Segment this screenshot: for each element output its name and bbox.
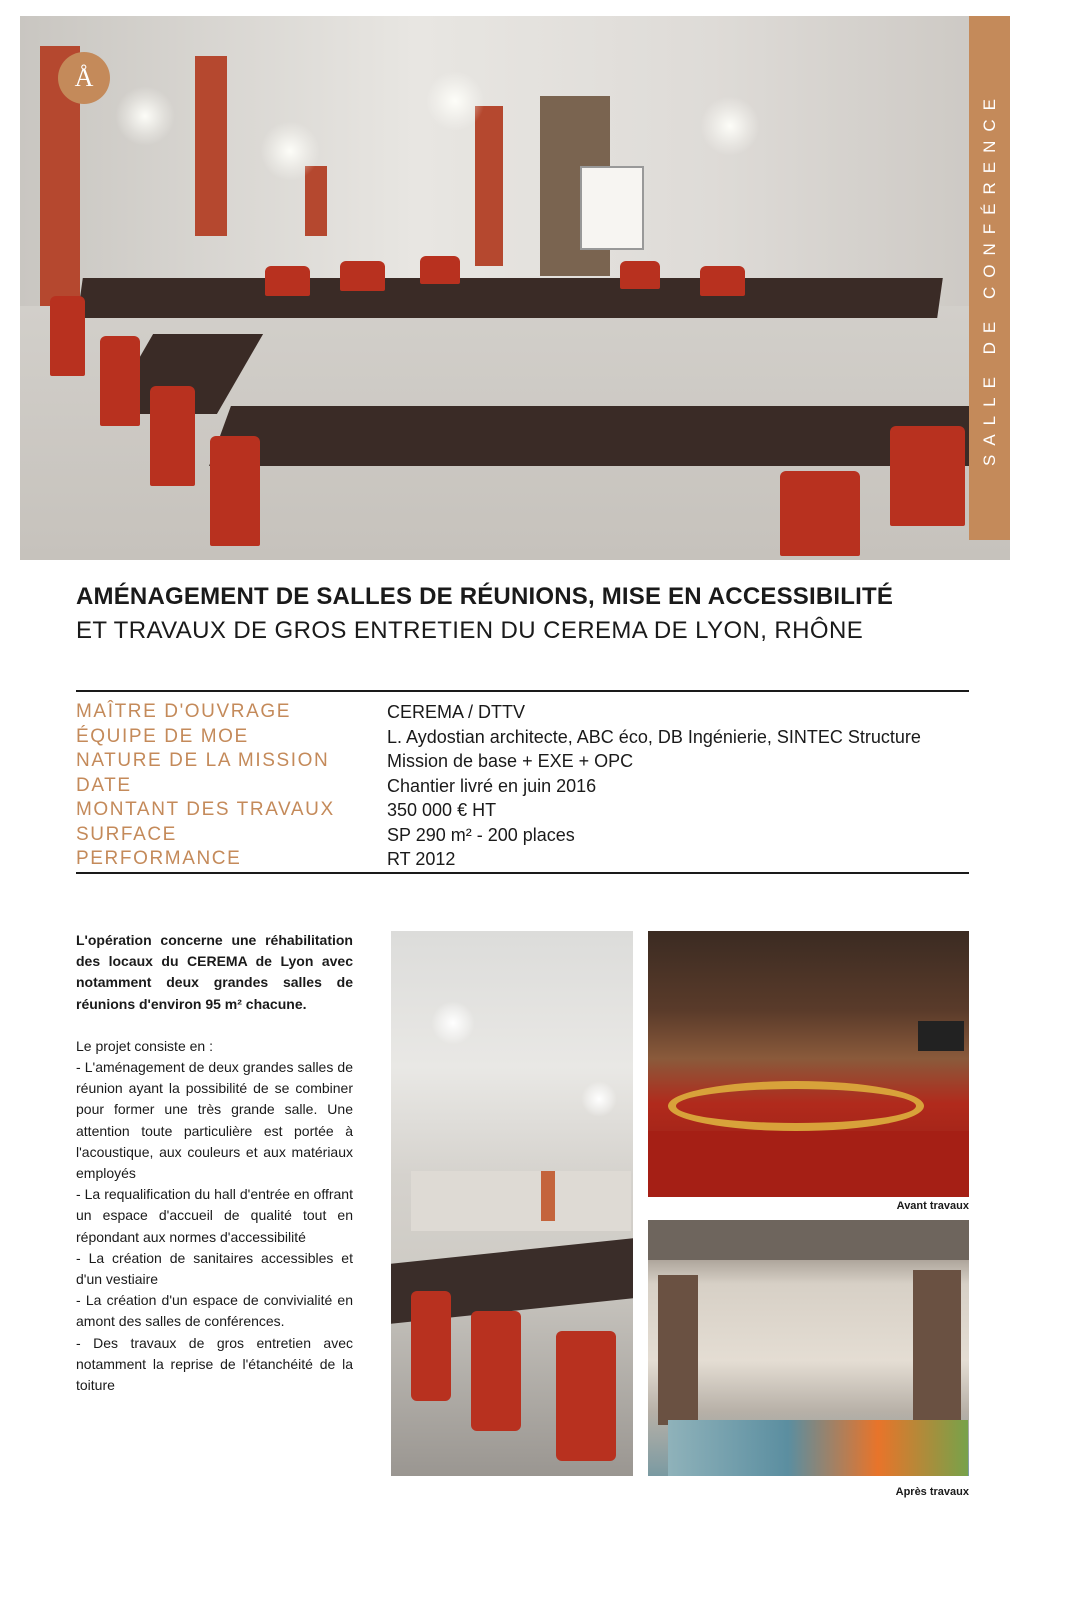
description-item: - Des travaux de gros entretien avec notamment la reprise de l'étanchéité de la toiture xyxy=(76,1334,353,1394)
info-value: Chantier livré en juin 2016 xyxy=(387,775,597,796)
acoustic-panel xyxy=(305,166,327,236)
red-carpet xyxy=(648,1131,969,1197)
description-item: - La création de sanitaires accessibles et d'un vestiaire xyxy=(76,1249,353,1288)
colorful-carpet xyxy=(668,1420,968,1476)
acoustic-panel xyxy=(541,1171,555,1221)
chair xyxy=(150,386,195,486)
category-label: SALLE DE CONFÉRENCE xyxy=(979,90,999,466)
info-label: PERFORMANCE xyxy=(76,848,242,869)
chair xyxy=(100,336,140,426)
info-value: Mission de base + EXE + OPC xyxy=(387,751,634,771)
project-info-table xyxy=(76,700,969,872)
chair xyxy=(411,1291,451,1401)
chair xyxy=(620,261,660,289)
info-value: CEREMA / DTTV xyxy=(387,702,526,722)
info-row xyxy=(76,823,969,848)
project-description xyxy=(76,930,353,1396)
acoustic-panel xyxy=(195,56,227,236)
firm-logo-icon xyxy=(58,52,110,104)
project-title: AMÉNAGEMENT DE SALLES DE RÉUNIONS, MISE EN ACCESSIBILITÉ xyxy=(76,583,894,610)
divider-top xyxy=(76,690,969,692)
description-item: - L'aménagement de deux grandes salles de réunion ayant la possibilité de se combiner pour former une très grande salle. Une attention toute particulière est portée à l'acoustique, aux couleurs et aux matériaux employés xyxy=(76,1059,353,1182)
ceiling-light xyxy=(700,96,760,156)
caption-after: Après travaux xyxy=(895,1486,969,1498)
info-row xyxy=(76,774,969,799)
door xyxy=(913,1270,961,1430)
hero-photo-conference-room xyxy=(20,16,1010,560)
chair xyxy=(50,296,85,376)
description-item: - La création d'un espace de convivialité en amont des salles de conférences. xyxy=(76,1292,353,1330)
description-lead: Le projet consiste en : xyxy=(76,1037,213,1054)
chair xyxy=(340,261,385,291)
info-row xyxy=(76,847,969,872)
photo-after-works xyxy=(648,1220,969,1476)
ceiling-light xyxy=(115,86,175,146)
info-label: SURFACE xyxy=(76,823,177,845)
logo-glyph: Å xyxy=(74,63,94,92)
photo-meeting-room-after xyxy=(391,931,633,1476)
wall-screen xyxy=(918,1021,964,1051)
info-label: DATE xyxy=(76,774,132,796)
acoustic-panel xyxy=(475,106,503,266)
chair xyxy=(890,426,965,526)
info-value: RT 2012 xyxy=(387,849,456,869)
photo-before-works xyxy=(648,931,969,1197)
ceiling-light xyxy=(581,1081,617,1117)
info-value: SP 290 m² - 200 places xyxy=(387,824,575,845)
project-subtitle: ET TRAVAUX DE GROS ENTRETIEN DU CEREMA DE LYON, RHÔNE xyxy=(76,617,864,644)
chair xyxy=(265,266,310,296)
table-top xyxy=(209,406,991,466)
chair xyxy=(780,471,860,556)
info-label: ÉQUIPE DE MOE xyxy=(76,725,249,747)
ceiling-light xyxy=(425,71,485,131)
hero-wall xyxy=(20,16,1010,316)
table-top xyxy=(77,278,943,318)
divider-bottom xyxy=(76,872,969,874)
ceiling xyxy=(648,1220,969,1260)
caption-before: Avant travaux xyxy=(896,1200,969,1212)
flipchart xyxy=(580,166,644,250)
chair xyxy=(556,1331,616,1461)
ceiling-light xyxy=(431,1001,475,1045)
category-side-band xyxy=(969,16,1010,540)
chair xyxy=(420,256,460,284)
oval-table xyxy=(668,1081,924,1131)
description-intro: L'opération concerne une réhabilitation des locaux du CEREMA de Lyon avec notamment deux grandes salles de réunions d'environ 95 m² chacune. xyxy=(76,932,353,1012)
info-row xyxy=(76,749,969,774)
info-row xyxy=(76,798,969,823)
info-label: NATURE DE LA MISSION xyxy=(76,750,330,771)
chair xyxy=(210,436,260,546)
chair xyxy=(471,1311,521,1431)
back-wall xyxy=(411,1171,631,1231)
description-item: - La requalification du hall d'entrée en offrant un espace d'accueil de qualité tout en répondant aux normes d'accessibilité xyxy=(76,1186,353,1245)
ceiling-light xyxy=(260,121,320,181)
info-label: MONTANT DES TRAVAUX xyxy=(76,799,335,820)
info-row xyxy=(76,700,969,725)
chair xyxy=(700,266,745,296)
info-row xyxy=(76,725,969,750)
info-value: L. Aydostian architecte, ABC éco, DB Ingénierie, SINTEC Structure xyxy=(387,726,921,747)
info-label: MAÎTRE D'OUVRAGE xyxy=(76,701,292,722)
door xyxy=(658,1275,698,1425)
info-value: 350 000 € HT xyxy=(387,800,497,820)
